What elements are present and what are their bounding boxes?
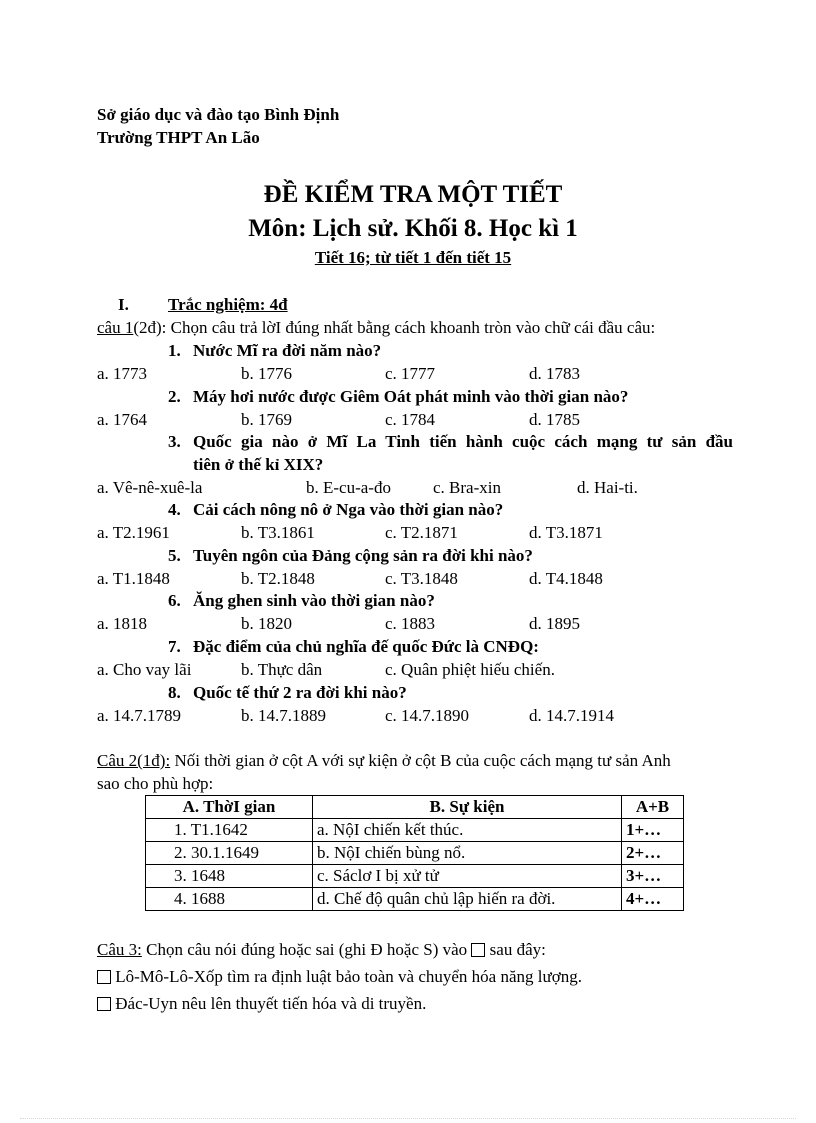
checkbox-icon	[471, 943, 485, 957]
true-false-item	[97, 993, 426, 1016]
mcq-option: d. Hai-ti.	[577, 478, 638, 497]
mcq-option: c. 1777	[385, 364, 436, 383]
answer-cell[interactable]: 4+…	[622, 888, 684, 911]
mcq-option: d. T3.1871	[529, 523, 603, 542]
mcq-option: c. Bra-xin	[433, 478, 501, 497]
mcq-option: b. E-cu-a-đo	[306, 478, 391, 497]
time-cell: 3. 1648	[146, 865, 313, 888]
table-row	[146, 842, 684, 865]
column-header: B. Sự kiện	[313, 796, 622, 819]
mcq-option: a. 1818	[97, 614, 148, 633]
mcq-option: a. T2.1961	[97, 523, 170, 542]
time-cell: 2. 30.1.1649	[146, 842, 313, 865]
section-title: Trắc nghiệm: 4đ	[168, 295, 288, 314]
question-2-text: Nối thời gian ở cột A với sự kiện ở cột B của cuộc cách mạng tư sản Anh	[170, 751, 671, 770]
mcq-option: b. 1776	[241, 364, 292, 383]
time-cell: 4. 1688	[146, 888, 313, 911]
mcq-option: a. Vê-nê-xuê-la	[97, 478, 203, 497]
mcq-number: 6.	[168, 591, 181, 610]
exam-subject: Môn: Lịch sử. Khối 8. Học kì 1	[248, 215, 578, 242]
answer-cell[interactable]: 1+…	[622, 819, 684, 842]
event-cell: c. Sáclơ I bị xử tử	[313, 865, 622, 888]
department-name: Sở giáo dục và đào tạo Bình Định	[97, 105, 340, 124]
question-1-text: (2đ): Chọn câu trả lờI đúng nhất bằng cách khoanh tròn vào chữ cái đầu câu:	[133, 318, 656, 337]
question-3-text-end: sau đây:	[485, 940, 546, 959]
answer-cell[interactable]: 2+…	[622, 842, 684, 865]
event-cell: d. Chế độ quân chủ lập hiến ra đời.	[313, 888, 622, 911]
section-numeral: I.	[118, 295, 129, 314]
mcq-number: 1.	[168, 341, 181, 360]
mcq-option: a. 1773	[97, 364, 148, 383]
question-1-instruction	[97, 317, 655, 340]
mcq-question: Ăng ghen sinh vào thời gian nào?	[193, 591, 435, 610]
mcq-option: b. 1820	[241, 614, 292, 633]
mcq-option: b. Thực dân	[241, 660, 323, 679]
mcq-option: c. 1883	[385, 614, 436, 633]
mcq-question: Máy hơi nước được Giêm Oát phát minh vào thời gian nào?	[193, 387, 629, 406]
event-cell: a. NộI chiến kết thúc.	[313, 819, 622, 842]
answer-checkbox[interactable]	[97, 997, 111, 1011]
question-3-label: Câu 3:	[97, 940, 142, 959]
mcq-question: Quốc tế thứ 2 ra đời khi nào?	[193, 683, 407, 702]
mcq-option: a. T1.1848	[97, 569, 170, 588]
mcq-option: d. 1785	[529, 410, 580, 429]
mcq-option: b. 1769	[241, 410, 292, 429]
matching-table	[145, 795, 684, 911]
statement-text: Lô-Mô-Lô-Xốp tìm ra định luật bảo toàn và chuyển hóa năng lượng.	[115, 967, 582, 986]
time-cell: 1. T1.1642	[146, 819, 313, 842]
column-header: A. ThờI gian	[146, 796, 313, 819]
mcq-number: 3.	[168, 432, 181, 451]
question-2-label: Câu 2(1đ):	[97, 751, 171, 770]
page-bottom-border	[20, 1118, 796, 1119]
mcq-option: a. 14.7.1789	[97, 706, 182, 725]
mcq-option: c. 1784	[385, 410, 436, 429]
question-2-text-cont: sao cho phù hợp:	[97, 774, 214, 793]
mcq-question-cont: tiên ở thế kỉ XIX?	[193, 455, 324, 474]
question-3-instruction	[97, 939, 546, 962]
mcq-number: 5.	[168, 546, 181, 565]
mcq-question: Tuyên ngôn của Đảng cộng sản ra đời khi nào?	[193, 546, 533, 565]
mcq-option: d. 14.7.1914	[529, 706, 614, 725]
mcq-option: a. 1764	[97, 410, 148, 429]
mcq-question: Cải cách nông nô ở Nga vào thời gian nào?	[193, 500, 504, 519]
answer-checkbox[interactable]	[97, 970, 111, 984]
mcq-option: b. 14.7.1889	[241, 706, 326, 725]
mcq-option: d. 1783	[529, 364, 580, 383]
mcq-option: d. 1895	[529, 614, 580, 633]
question-2-instruction	[97, 750, 671, 773]
statement-text: Đác-Uyn nêu lên thuyết tiến hóa và di truyền.	[115, 994, 427, 1013]
mcq-option: c. T3.1848	[385, 569, 458, 588]
question-3-text: Chọn câu nói đúng hoặc sai (ghi Đ hoặc S) vào	[141, 940, 472, 959]
mcq-option: c. 14.7.1890	[385, 706, 470, 725]
true-false-item	[97, 966, 582, 989]
question-1-label: câu 1	[97, 318, 134, 337]
mcq-option: c. Quân phiệt hiếu chiến.	[385, 660, 555, 679]
mcq-number: 4.	[168, 500, 181, 519]
school-name: Trường THPT An Lão	[97, 128, 260, 147]
exam-scope: Tiết 16; từ tiết 1 đến tiết 15	[314, 248, 512, 267]
column-header: A+B	[622, 796, 684, 819]
answer-cell[interactable]: 3+…	[622, 865, 684, 888]
mcq-number: 7.	[168, 637, 181, 656]
mcq-option: a. Cho vay lãi	[97, 660, 192, 679]
mcq-number: 2.	[168, 387, 181, 406]
exam-title: ĐỀ KIỂM TRA MỘT TIẾT	[263, 181, 563, 208]
table-row	[146, 865, 684, 888]
mcq-option: b. T3.1861	[241, 523, 315, 542]
mcq-question: Quốc gia nào ở Mĩ La Tinh tiến hành cuộc cách mạng tư sản đầu	[193, 432, 733, 451]
mcq-option: b. T2.1848	[241, 569, 315, 588]
mcq-question: Nước Mĩ ra đời năm nào?	[193, 341, 382, 360]
event-cell: b. NộI chiến bùng nổ.	[313, 842, 622, 865]
mcq-option: c. T2.1871	[385, 523, 458, 542]
table-row	[146, 888, 684, 911]
table-row	[146, 819, 684, 842]
mcq-option: d. T4.1848	[529, 569, 603, 588]
mcq-question: Đặc điểm của chủ nghĩa đế quốc Đức là CNĐQ:	[193, 637, 539, 656]
mcq-number: 8.	[168, 683, 181, 702]
table-header-row	[146, 796, 684, 819]
